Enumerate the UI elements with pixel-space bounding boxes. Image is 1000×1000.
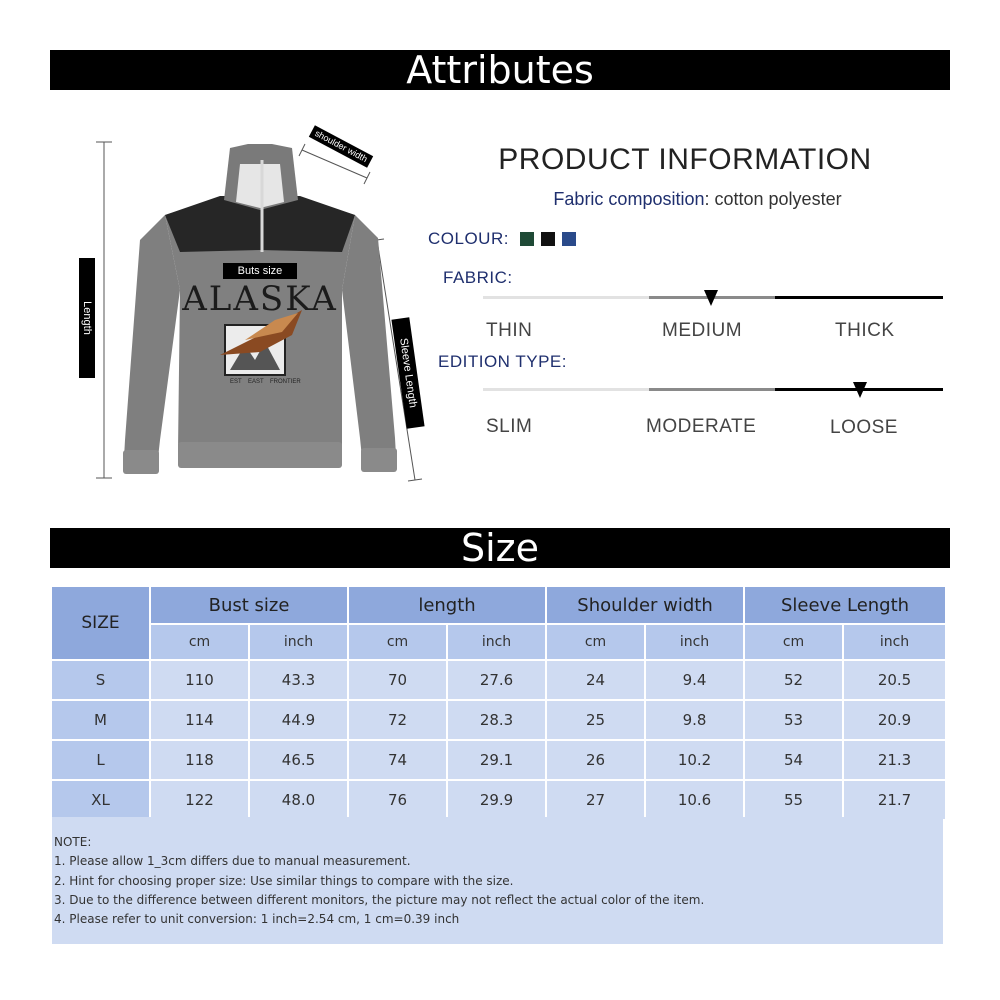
note-item: 3. Due to the difference between different monitors, the picture may not reflect the actual color of the item. [54,892,705,907]
table-cell: 21.7 [843,780,946,820]
size-cell: XL [51,780,150,820]
unit-header: inch [447,624,546,660]
fabric-composition-value: cotton polyester [714,189,842,209]
table-cell: 20.9 [843,700,946,740]
print-small-3: FRONTIER [270,379,301,385]
fabric-scale-thick [775,296,943,299]
table-cell: 20.5 [843,660,946,700]
edition-slim-text: SLIM [486,416,533,437]
unit-header: cm [546,624,645,660]
note-item: 2. Hint for choosing proper size: Use similar things to compare with the size. [54,873,514,888]
fabric-composition [460,189,935,210]
colour-label: COLOUR: [428,229,509,248]
size-table [50,585,947,821]
size-header: SIZE [51,586,150,660]
table-cell: 24 [546,660,645,700]
print-text: ALASKA [182,279,338,319]
unit-header: cm [348,624,447,660]
colour-swatch-blue[interactable] [562,232,576,246]
fabric-thick-text: THICK [835,320,895,341]
edition-marker [853,382,867,398]
table-cell: 43.3 [249,660,348,700]
notes-title: NOTE: [54,835,92,849]
table-cell: 29.9 [447,780,546,820]
bust-size-header: Bust size [150,586,348,624]
size-banner: Size [50,528,950,568]
table-cell: 74 [348,740,447,780]
fabric-composition-label: Fabric composition [553,189,705,209]
length-label: Length [79,258,95,378]
table-row [51,780,946,820]
table-cell: 27 [546,780,645,820]
table-cell: 70 [348,660,447,700]
unit-header: cm [744,624,843,660]
edition-scale-moderate [649,388,775,391]
table-row [51,700,946,740]
sleeve-length-label: Sleeve Length [391,317,424,428]
table-cell: 55 [744,780,843,820]
size-cell: L [51,740,150,780]
attributes-banner: Attributes [50,50,950,90]
table-cell: 26 [546,740,645,780]
table-cell: 48.0 [249,780,348,820]
print-small-2: EAST [248,379,264,385]
table-cell: 27.6 [447,660,546,700]
sweatshirt-illustration [70,120,450,510]
note-item: 1. Please allow 1_3cm differs due to manual measurement. [54,854,411,869]
edition-scale-slim [483,388,649,391]
fabric-label: FABRIC: [443,268,513,287]
table-cell: 122 [150,780,249,820]
edition-loose-text: LOOSE [830,417,898,438]
table-cell: 52 [744,660,843,700]
table-cell: 29.1 [447,740,546,780]
table-cell: 76 [348,780,447,820]
unit-header: inch [843,624,946,660]
colour-swatch-black[interactable] [541,232,555,246]
table-cell: 10.2 [645,740,744,780]
unit-header: inch [249,624,348,660]
fabric-medium-text: MEDIUM [662,320,743,341]
table-cell: 114 [150,700,249,740]
table-row [51,660,946,700]
colour-swatch-green[interactable] [520,232,534,246]
fabric-thin-text: THIN [486,320,533,341]
table-cell: 54 [744,740,843,780]
table-cell: 25 [546,700,645,740]
table-cell: 10.6 [645,780,744,820]
table-cell: 46.5 [249,740,348,780]
product-information-title: PRODUCT INFORMATION [498,143,872,176]
table-cell: 44.9 [249,700,348,740]
size-cell: M [51,700,150,740]
size-cell: S [51,660,150,700]
table-cell: 53 [744,700,843,740]
shoulder-width-header: Shoulder width [546,586,744,624]
unit-header: inch [645,624,744,660]
table-cell: 110 [150,660,249,700]
table-cell: 118 [150,740,249,780]
note-item: 4. Please refer to unit conversion: 1 inch=2.54 cm, 1 cm=0.39 inch [54,912,460,927]
table-cell: 21.3 [843,740,946,780]
shoulder-width-label: shoulder width [309,125,373,167]
table-cell: 72 [348,700,447,740]
fabric-scale-thin [483,296,649,299]
buts-size-label: Buts size [223,263,297,279]
edition-moderate-text: MODERATE [646,416,757,437]
length-header: length [348,586,546,624]
table-cell: 9.4 [645,660,744,700]
table-row [51,740,946,780]
colon: : [704,189,715,209]
fabric-marker [704,290,718,306]
edition-type-label: EDITION TYPE: [438,352,567,371]
unit-header: cm [150,624,249,660]
table-cell: 28.3 [447,700,546,740]
product-figure [70,120,450,510]
table-cell: 9.8 [645,700,744,740]
notes-section [52,817,943,944]
print-small-1: EST [230,379,242,385]
sleeve-length-header: Sleeve Length [744,586,946,624]
